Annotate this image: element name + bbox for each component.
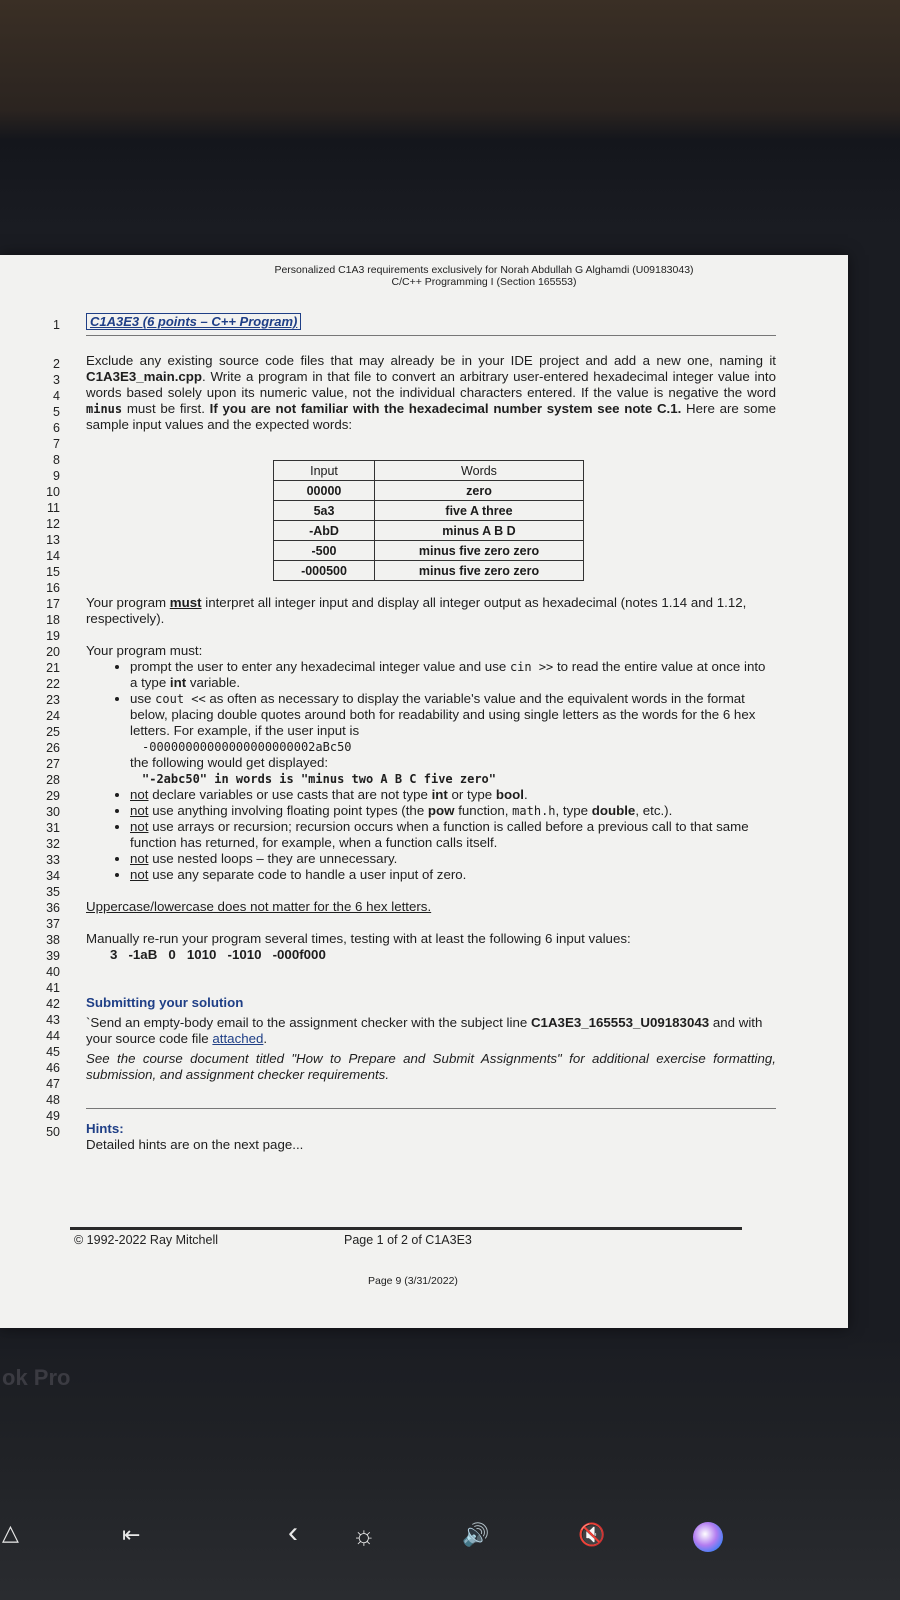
see-course-doc: See the course document titled "How to Prepare and Submit Assignments" for additional exercise formatting, submission, and assignment checker requirements. (86, 1051, 776, 1082)
laptop-brand: ok Pro (2, 1365, 71, 1390)
submit-heading: Submitting your solution (86, 995, 244, 1010)
list-item (130, 787, 776, 803)
line-number: 16 (46, 581, 60, 595)
footer-page-of: Page 1 of 2 of C1A3E3 (344, 1233, 472, 1247)
table-cell: 00000 (274, 481, 375, 501)
example-input: -00000000000000000000002aBc50 (142, 740, 352, 754)
bullet-text: use nested loops – they are unnecessary. (148, 851, 398, 866)
not-word: not (130, 867, 149, 882)
line-number: 27 (46, 757, 60, 771)
line-number: 26 (46, 741, 60, 755)
table-row (274, 561, 584, 581)
footer-page-number: Page 9 (3/31/2022) (368, 1275, 458, 1287)
exercise-title: C1A3E3 (6 points – C++ Program) (86, 313, 301, 330)
line-number: 18 (46, 613, 60, 627)
line-number: 42 (46, 997, 60, 1011)
siri-icon[interactable] (693, 1522, 723, 1552)
line-number: 20 (46, 645, 60, 659)
line-number: 13 (46, 533, 60, 547)
submit-text-2: and with your source code file (86, 1015, 763, 1046)
line-number: 22 (46, 677, 60, 691)
line-number: 2 (53, 357, 60, 371)
table-cell: 5a3 (274, 501, 375, 521)
line-number: 41 (46, 981, 60, 995)
pow-func: pow (427, 803, 455, 818)
submit-text-3: . (263, 1031, 268, 1046)
attached-link[interactable]: attached (212, 1031, 264, 1046)
bullet-text: prompt the user to enter any hexadecimal integer value and use (130, 659, 510, 674)
list-item (130, 819, 776, 851)
line-number: 17 (46, 597, 60, 611)
type-int: int (431, 787, 448, 802)
line-number: 25 (46, 725, 60, 739)
document-page (0, 255, 848, 1328)
line-number: 8 (53, 453, 60, 467)
line-number: 32 (46, 837, 60, 851)
table-row (274, 481, 584, 501)
header-line-1: Personalized C1A3 requirements exclusively for Norah Abdullah G Alghamdi (U09183043) (274, 264, 694, 276)
line-number: 40 (46, 965, 60, 979)
section-rule (86, 1108, 776, 1109)
test-values: 3 -1aB 0 1010 -1010 -000f000 (110, 947, 326, 962)
line-number: 33 (46, 853, 60, 867)
intro-filename: C1A3E3_main.cpp (86, 369, 203, 384)
table-cell: minus five zero zero (375, 561, 584, 581)
code-cout: cout << (155, 692, 206, 706)
list-item (130, 691, 776, 787)
bullet-text: , type (555, 803, 592, 818)
footer-copyright: © 1992-2022 Ray Mitchell (74, 1233, 219, 1247)
line-number: 46 (46, 1061, 60, 1075)
rerun-paragraph: Manually re-run your program several times, testing with at least the following 6 input values: (86, 931, 631, 946)
table-cell: minus five zero zero (375, 541, 584, 561)
line-number: 9 (53, 469, 60, 483)
display-arrange-icon[interactable]: △ (2, 1520, 19, 1545)
bullet-text: use anything involving floating point types (the (148, 803, 428, 818)
code-cin: cin >> (509, 660, 554, 674)
line-number: 45 (46, 1045, 60, 1059)
table-row (274, 501, 584, 521)
line-number: 37 (46, 917, 60, 931)
interpret-must: must (169, 595, 202, 610)
bullet-text: as often as necessary to display the variable's value and the equivalent words in the format below, placing double quotes around both for readability and using single letters as the words for the 6 hex letters. For example, if the user input is (130, 691, 756, 738)
intro-text-3: must be first. (122, 401, 210, 416)
brightness-icon[interactable]: ☼ (352, 1520, 376, 1550)
line-number: 19 (46, 629, 60, 643)
line-number: 7 (53, 437, 60, 451)
table-row (274, 521, 584, 541)
math-h: math.h (512, 804, 556, 818)
touch-bar (0, 1516, 900, 1600)
table-header-input: Input (274, 461, 375, 481)
not-word: not (130, 819, 149, 834)
line-number: 28 (46, 773, 60, 787)
sample-table (273, 460, 584, 581)
not-word: not (130, 851, 149, 866)
type-int: int (169, 675, 187, 690)
line-number: 10 (46, 485, 60, 499)
line-number: 11 (47, 501, 60, 515)
line-number: 44 (46, 1029, 60, 1043)
bullet-text: or type (447, 787, 496, 802)
interpret-text-2: interpret all integer input and display all integer output as hexadecimal (notes 1.14 and 1.12, respectively). (86, 595, 747, 626)
line-number: 30 (46, 805, 60, 819)
table-cell: -AbD (274, 521, 375, 541)
type-bool: bool (495, 787, 524, 802)
line-number: 6 (53, 421, 60, 435)
line-number: 5 (53, 405, 60, 419)
line-number: 47 (46, 1077, 60, 1091)
case-note: Uppercase/lowercase does not matter for the 6 hex letters. (86, 899, 432, 914)
table-cell: minus A B D (375, 521, 584, 541)
list-item (130, 851, 776, 867)
list-item (130, 803, 776, 819)
not-word: not (130, 787, 149, 802)
submit-subject: C1A3E3_165553_U09183043 (530, 1015, 710, 1030)
line-number: 4 (53, 389, 60, 403)
bullet-text: function, (454, 803, 513, 818)
line-number: 36 (46, 901, 60, 915)
must-heading: Your program must: (86, 643, 203, 658)
intro-minus: minus (86, 402, 123, 416)
hints-heading: Hints: (86, 1121, 124, 1136)
line-number: 12 (46, 517, 60, 531)
line-number: 39 (46, 949, 60, 963)
table-cell: -000500 (274, 561, 375, 581)
requirements-block (86, 595, 776, 1153)
volume-icon[interactable]: 🔊 (462, 1522, 490, 1547)
bullet-text: , etc.). (635, 803, 673, 818)
intro-text-4: Here are some sample input values and the expected words: (86, 401, 777, 432)
line-number: 35 (46, 885, 60, 899)
table-cell: zero (375, 481, 584, 501)
line-number: 38 (46, 933, 60, 947)
bullet-text: . (523, 787, 528, 802)
intro-paragraph (86, 353, 776, 433)
line-number: 49 (46, 1109, 60, 1123)
interpret-paragraph (86, 595, 776, 627)
intro-bold-note: If you are not familiar with the hexadecimal number system see note C.1. (209, 401, 682, 416)
interpret-text-1: Your program (86, 595, 170, 610)
requirements-list (86, 659, 776, 883)
line-number: 15 (46, 565, 60, 579)
line-number: 34 (46, 869, 60, 883)
mission-control-icon[interactable]: ⇤ (122, 1522, 141, 1547)
chevron-left-icon[interactable]: ‹ (288, 1516, 298, 1549)
table-cell: -500 (274, 541, 375, 561)
bullet-text: use any separate code to handle a user input of zero. (148, 867, 467, 882)
line-number: 23 (46, 693, 60, 707)
intro-text-2: . Write a program in that file to convert an arbitrary user-entered hexadecimal integer value into words based solely upon its numeric value, not the individual characters entered. If the value is negative the word (86, 369, 776, 400)
bullet-text: declare variables or use casts that are not type (148, 787, 432, 802)
bullet-text: to read the entire value at once into a type (130, 659, 766, 690)
table-row (274, 541, 584, 561)
line-number: 3 (53, 373, 60, 387)
line-number: 50 (46, 1125, 60, 1139)
header-line-2: C/C++ Programming I (Section 165553) (391, 276, 577, 288)
page-header (0, 264, 848, 288)
document-content (86, 313, 776, 433)
hints-text: Detailed hints are on the next page... (86, 1137, 304, 1152)
line-number: 14 (46, 549, 60, 563)
line-number: 29 (46, 789, 60, 803)
table-header-row (274, 461, 584, 481)
footer-rule (70, 1227, 742, 1230)
list-item (130, 659, 776, 691)
line-number: 1 (53, 318, 60, 332)
bullet-text: variable. (186, 675, 241, 690)
line-number: 43 (46, 1013, 60, 1027)
example-output: "-2abc50" in words is "minus two A B C five zero" (142, 772, 497, 786)
intro-text-1: Exclude any existing source code files that may already be in your IDE project and add a new one, naming it (86, 353, 776, 368)
list-item (130, 867, 776, 883)
title-rule (86, 335, 776, 336)
table-header-words: Words (375, 461, 584, 481)
line-number: 21 (46, 661, 60, 675)
line-number: 31 (46, 821, 60, 835)
not-word: not (130, 803, 149, 818)
type-double: double (591, 803, 636, 818)
mute-icon[interactable]: 🔇 (578, 1522, 606, 1547)
submit-paragraph (86, 1015, 776, 1047)
table-cell: five A three (375, 501, 584, 521)
submit-text-1: `Send an empty-body email to the assignment checker with the subject line (86, 1015, 531, 1030)
line-number: 24 (46, 709, 60, 723)
bullet-text: use arrays or recursion; recursion occurs when a function is called before a previous call to that same function has returned, for example, when a function calls itself. (130, 819, 749, 850)
example-caption: the following would get displayed: (130, 755, 329, 770)
bullet-text: use (130, 691, 156, 706)
line-number: 48 (46, 1093, 60, 1107)
